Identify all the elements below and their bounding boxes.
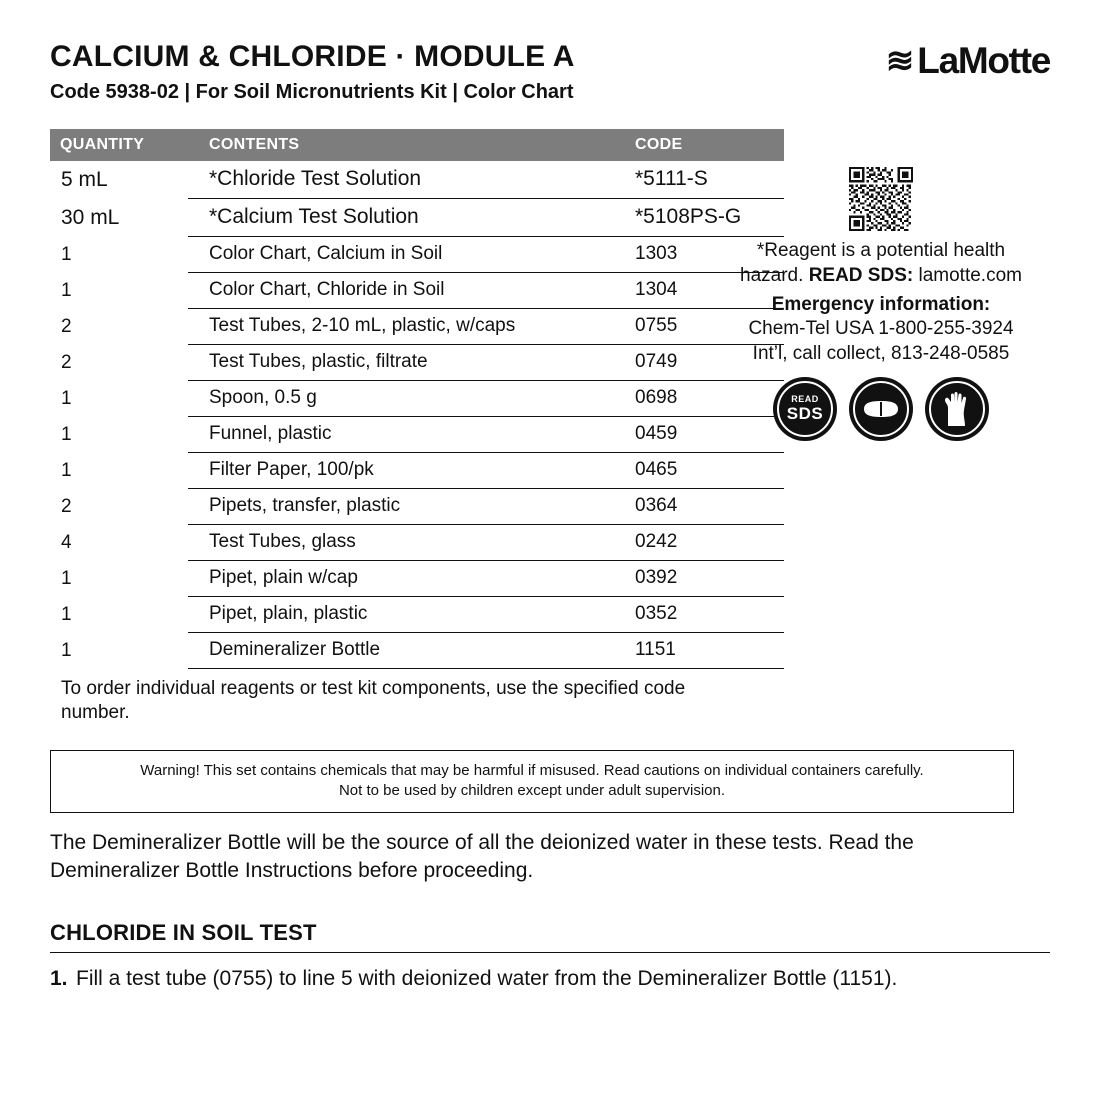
cell-quantity: 1 xyxy=(61,243,72,265)
cell-code: 0352 xyxy=(619,597,784,633)
cell-contents: Test Tubes, plastic, filtrate xyxy=(188,345,619,381)
cell-contents: Filter Paper, 100/pk xyxy=(188,453,619,489)
read-sds-label: READ SDS: xyxy=(808,264,914,286)
warning-box xyxy=(50,750,1014,814)
section-title-chloride-test: CHLORIDE IN SOIL TEST xyxy=(50,920,1050,953)
cell-code: 0465 xyxy=(619,453,784,489)
pictogram-row xyxy=(712,377,1050,441)
table-row xyxy=(50,237,784,273)
table-row xyxy=(50,561,784,597)
cell-contents: Test Tubes, glass xyxy=(188,525,619,561)
kit-contents-table xyxy=(50,129,784,669)
intro-paragraph: The Demineralizer Bottle will be the source of all the deionized water in these tests. Read the Demineralizer Bottle Instructions before proceeding. xyxy=(50,831,914,883)
column-header-contents: CONTENTS xyxy=(188,129,619,161)
page-subtitle: Code 5938-02 | For Soil Micronutrients Kit | Color Chart xyxy=(50,81,574,103)
table-row xyxy=(50,345,784,381)
column-header-code: CODE xyxy=(619,129,784,161)
step-number: 1. xyxy=(50,966,68,990)
cell-quantity: 30 mL xyxy=(61,205,120,229)
cell-contents: Pipets, transfer, plastic xyxy=(188,489,619,525)
lamotte-logo xyxy=(886,42,1050,79)
hazard-statement xyxy=(712,239,1050,288)
warning-line-2: Not to be used by children except under adult supervision. xyxy=(338,781,726,799)
picto-ring xyxy=(777,381,833,437)
table-row xyxy=(50,417,784,453)
cell-quantity: 1 xyxy=(61,387,72,409)
cell-code: 0242 xyxy=(619,525,784,561)
step-text: Fill a test tube (0755) to line 5 with deionized water from the Demineralizer Bottle (1151). xyxy=(76,966,898,990)
table-row xyxy=(50,309,784,345)
page-title: CALCIUM & CHLORIDE · MODULE A xyxy=(50,40,575,73)
cell-contents: Funnel, plastic xyxy=(188,417,619,453)
hazard-line-1: *Reagent is a potential health xyxy=(756,240,1006,261)
table-row xyxy=(50,161,784,199)
table-row xyxy=(50,453,784,489)
cell-code: 0364 xyxy=(619,489,784,525)
cell-contents: Demineralizer Bottle xyxy=(188,633,619,669)
document-header xyxy=(0,0,1100,103)
cell-quantity: 2 xyxy=(61,351,72,373)
cell-code: 0755 xyxy=(619,309,784,345)
table-row xyxy=(50,199,784,237)
cell-quantity: 2 xyxy=(61,315,72,337)
lamotte-wordmark: LaMotte xyxy=(917,40,1050,81)
cell-quantity: 1 xyxy=(61,603,72,625)
table-header-row xyxy=(50,129,784,161)
cell-quantity: 4 xyxy=(61,531,72,553)
steps-list xyxy=(50,965,1050,993)
cell-code: 1304 xyxy=(619,273,784,309)
cell-code: *5108PS-G xyxy=(619,199,784,237)
hazard-line-2-pre: hazard. xyxy=(740,264,809,286)
cell-quantity: 1 xyxy=(61,567,72,589)
content-area xyxy=(0,129,1100,726)
picto-ring xyxy=(929,381,985,437)
cell-code: *5111-S xyxy=(619,161,784,199)
safety-panel xyxy=(712,167,1050,441)
cell-quantity: 1 xyxy=(61,639,72,661)
column-header-quantity: QUANTITY xyxy=(50,129,188,161)
cell-code: 1151 xyxy=(619,633,784,669)
table-row xyxy=(50,525,784,561)
table-row xyxy=(50,273,784,309)
cell-contents: Color Chart, Calcium in Soil xyxy=(188,237,619,273)
read-sds-small-label: READ xyxy=(791,394,819,405)
cell-quantity: 2 xyxy=(61,495,72,517)
table-row xyxy=(50,489,784,525)
picto-ring xyxy=(853,381,909,437)
read-sds-icon xyxy=(773,377,837,441)
cell-contents: *Calcium Test Solution xyxy=(188,199,619,237)
table-row xyxy=(50,381,784,417)
emergency-phone-usa: Chem-Tel USA 1-800-255-3924 xyxy=(748,318,1014,340)
cell-contents: *Chloride Test Solution xyxy=(188,161,619,199)
table-row xyxy=(50,633,784,669)
cell-code: 0459 xyxy=(619,417,784,453)
read-sds-big-label: SDS xyxy=(786,404,824,424)
cell-code: 0698 xyxy=(619,381,784,417)
table-row xyxy=(50,597,784,633)
cell-contents: Color Chart, Chloride in Soil xyxy=(188,273,619,309)
emergency-info-title: Emergency information: xyxy=(771,294,991,316)
lamotte-mark-icon: ≋ xyxy=(885,41,914,80)
qr-code-icon xyxy=(849,167,913,231)
cell-quantity: 5 mL xyxy=(61,167,108,191)
cell-code: 1303 xyxy=(619,237,784,273)
cell-code: 0749 xyxy=(619,345,784,381)
order-note: To order individual reagents or test kit components, use the specified code number. xyxy=(61,678,686,724)
emergency-phone-intl: Int’l, call collect, 813-248-0585 xyxy=(752,343,1010,365)
hand-protection-icon xyxy=(925,377,989,441)
cell-contents: Pipet, plain, plastic xyxy=(188,597,619,633)
warning-line-1: Warning! This set contains chemicals that may be harmful if misused. Read cautions on individual containers carefully. xyxy=(140,761,924,779)
cell-contents: Pipet, plain w/cap xyxy=(188,561,619,597)
lamotte-website[interactable]: lamotte.com xyxy=(913,264,1022,286)
cell-quantity: 1 xyxy=(61,279,72,301)
cell-quantity: 1 xyxy=(61,459,72,481)
list-item xyxy=(50,965,1050,993)
cell-code: 0392 xyxy=(619,561,784,597)
eye-protection-icon xyxy=(849,377,913,441)
cell-contents: Spoon, 0.5 g xyxy=(188,381,619,417)
cell-contents: Test Tubes, 2-10 mL, plastic, w/caps xyxy=(188,309,619,345)
cell-quantity: 1 xyxy=(61,423,72,445)
